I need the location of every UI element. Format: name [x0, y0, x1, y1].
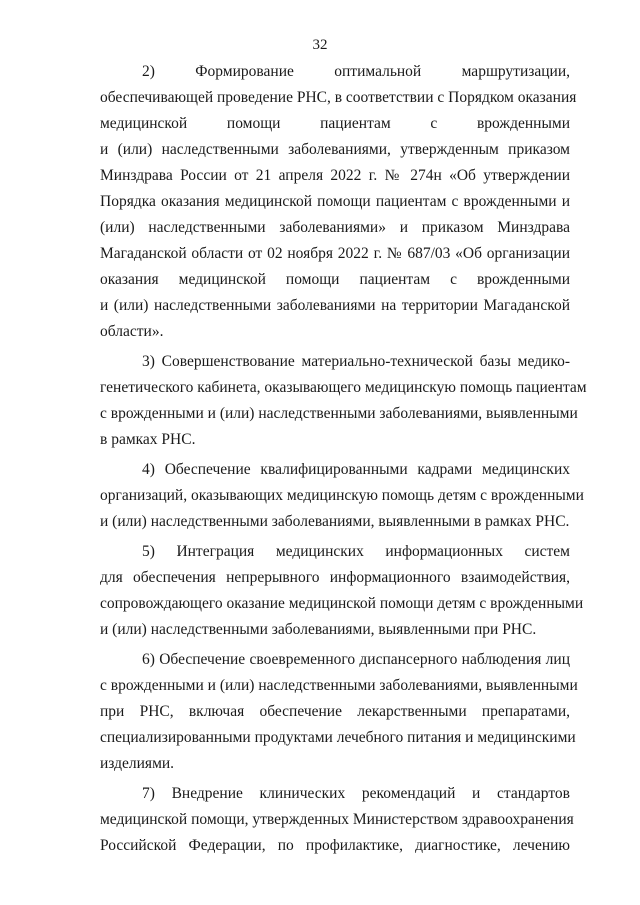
item-7-line-1: 7) Внедрение клинических рекомендаций и стандартов — [142, 785, 570, 802]
item-2-line-7: (или) наследственными заболеваниями» и приказом Минздрава — [100, 219, 570, 236]
item-3-line-1: 3) Совершенствование материально-технической базы медико- — [142, 353, 570, 370]
item-4-line-2: организаций, оказывающих медицинскую помощь детям с врожденными — [100, 487, 584, 504]
item-5-line-4: и (или) наследственными заболеваниями, выявленными при РНС. — [100, 621, 537, 638]
item-2-line-6: Порядка оказания медицинской помощи пациентам с врожденными и — [100, 193, 570, 210]
item-6-line-4: специализированными продуктами лечебного питания и медицинскими — [100, 729, 576, 746]
item-7-line-2: медицинской помощи, утвержденных Министерством здравоохранения — [100, 811, 574, 828]
item-3-line-4: в рамках РНС. — [100, 431, 196, 448]
item-2-line-10: и (или) наследственными заболеваниями на территории Магаданской — [100, 297, 570, 314]
item-5-line-3: сопровождающего оказание медицинской помощи детям с врожденными — [100, 595, 584, 612]
item-2-line-4: и (или) наследственными заболеваниями, утвержденным приказом — [100, 141, 570, 158]
item-2-line-5: Минздрава России от 21 апреля 2022 г. № 274н «Об утверждении — [100, 167, 570, 184]
item-4-line-3: и (или) наследственными заболеваниями, выявленными в рамках РНС. — [100, 513, 570, 530]
item-5-line-1: 5) Интеграция медицинских информационных систем — [142, 543, 570, 560]
item-6-line-3: при РНС, включая обеспечение лекарственными препаратами, — [100, 703, 570, 720]
item-5-line-2: для обеспечения непрерывного информационного взаимодействия, — [100, 569, 570, 586]
item-4-line-1: 4) Обеспечение квалифицированными кадрами медицинских — [142, 461, 570, 478]
item-6-line-2: с врожденными и (или) наследственными заболеваниями, выявленными — [100, 677, 578, 694]
page-number: 32 — [312, 37, 328, 53]
item-2-line-1: 2) Формирование оптимальной маршрутизации, — [142, 63, 570, 80]
item-2-line-11: области». — [100, 323, 164, 340]
item-2-line-9: оказания медицинской помощи пациентам с врожденными — [100, 271, 570, 288]
item-2-line-3: медицинской помощи пациентам с врожденными — [100, 115, 570, 132]
item-7-line-3: Российской Федерации, по профилактике, диагностике, лечению — [100, 837, 570, 854]
item-6-line-1: 6) Обеспечение своевременного диспансерного наблюдения лиц — [142, 651, 570, 668]
item-3-line-2: генетического кабинета, оказывающего медицинскую помощь пациентам — [100, 379, 587, 396]
item-2-line-8: Магаданской области от 02 ноября 2022 г. № 687/03 «Об организации — [100, 245, 570, 262]
item-2-line-2: обеспечивающей проведение РНС, в соответствии с Порядком оказания — [100, 89, 577, 106]
item-6-line-5: изделиями. — [100, 755, 175, 772]
item-3-line-3: с врожденными и (или) наследственными заболеваниями, выявленными — [100, 405, 578, 422]
